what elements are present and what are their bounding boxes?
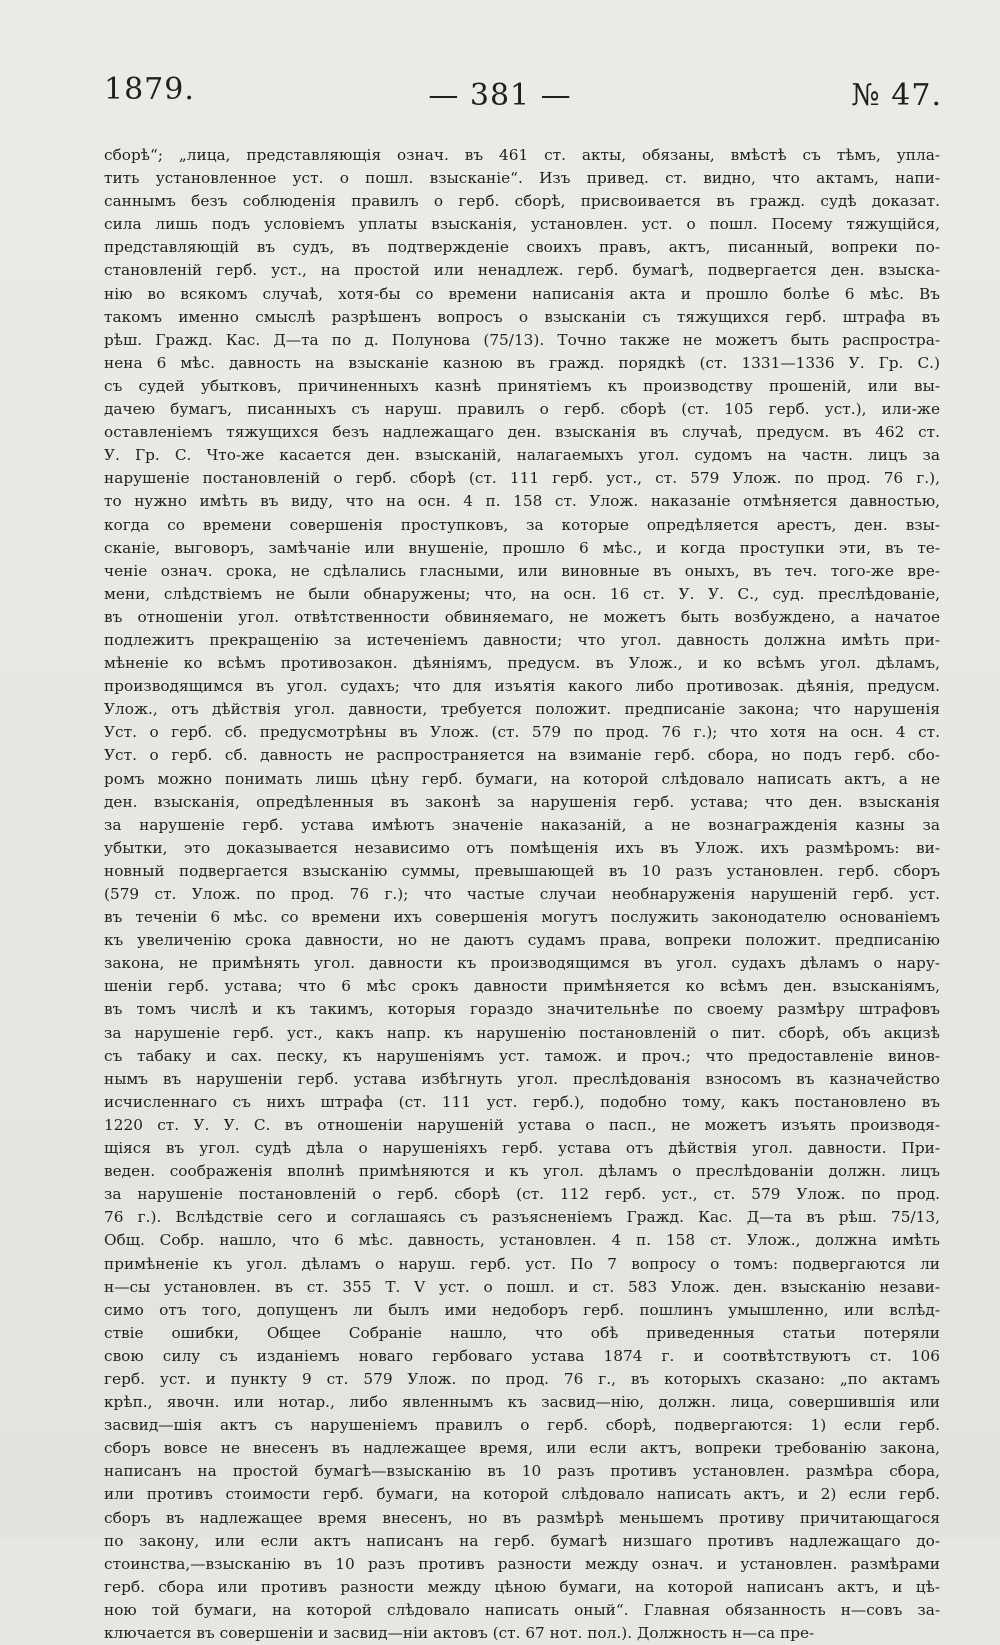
text-line: нена 6 мѣс. давность на взысканіе казною въ гражд. порядкѣ (ст. 1331—1336 У. Гр. С.) <box>104 353 940 372</box>
text-line: ключается въ совершеніи и засвид—ніи актовъ (ст. 67 нот. пол.). Должность н—са пре- <box>104 1624 815 1642</box>
text-line: сборъ въ надлежащее время внесенъ, но въ размѣрѣ меньшемъ противу причитающагося <box>104 1508 940 1527</box>
text-line: ствіе ошибки, Общее Собраніе нашло, что обѣ приведенныя статьи потеряли <box>104 1323 940 1342</box>
text-line: дачею бумагъ, писанныхъ съ наруш. правилъ о герб. сборѣ (ст. 105 герб. уст.), или-же <box>104 400 940 419</box>
text-line: въ отношеніи угол. отвѣтственности обвиняемаго, не можетъ быть возбуждено, а начатое <box>104 607 940 626</box>
text-line: 76 г.). Вслѣдствіе сего и соглашаясь съ разъясненіемъ Гражд. Кас. Д—та въ рѣш. 75/13, <box>104 1208 940 1227</box>
text-line: съ судей убытковъ, причиненныхъ казнѣ принятіемъ къ производству прошеній, или вы- <box>104 376 940 395</box>
text-line: Уст. о герб. сб. предусмотрѣны въ Улож. (ст. 579 по прод. 76 г.); что хотя на осн. 4 ст. <box>104 723 940 742</box>
text-line: нію во всякомъ случаѣ, хотя-бы со времени написанія акта и прошло болѣе 6 мѣс. Въ <box>104 284 940 303</box>
text-line: становленій герб. уст., на простой или ненадлеж. герб. бумагѣ, подвергается ден. взыска- <box>104 261 940 280</box>
text-line: къ увеличенію срока давности, но не даютъ судамъ права, вопреки положит. предписанію <box>104 931 940 950</box>
text-line: Общ. Собр. нашло, что 6 мѣс. давность, установлен. 4 п. 158 ст. Улож., должна имѣть <box>104 1231 940 1250</box>
text-line: подлежитъ прекращенію за истеченіемъ давности; что угол. давность должна имѣть при- <box>104 630 940 649</box>
text-line: новный подвергается взысканію суммы, превышающей въ 10 разъ установлен. герб. сборъ <box>104 861 940 880</box>
text-line: исчисленнаго съ нихъ штрафа (ст. 111 уст. герб.), подобно тому, какъ постановлено въ <box>104 1092 940 1111</box>
text-line: ченіе означ. срока, не сдѣлались гласными, или виновные въ оныхъ, въ теч. того-же вре- <box>104 561 940 580</box>
header-year: 1879. <box>104 72 195 107</box>
text-line: такомъ именно смыслѣ разрѣшенъ вопросъ о взысканіи съ тяжущихся герб. штрафа въ <box>104 307 940 326</box>
text-line: свою силу съ изданіемъ новаго гербоваго устава 1874 г. и соотвѣтствуютъ ст. 106 <box>104 1346 940 1365</box>
text-line: шеніи герб. устава; что 6 мѣс срокъ давности примѣняется ко всѣмъ ден. взысканіямъ, <box>104 977 940 996</box>
text-line: нарушеніе постановленій о герб. сборѣ (ст. 111 герб. уст., ст. 579 Улож. по прод. 76 г.), <box>104 469 940 488</box>
text-line: когда со времени совершенія проступковъ, за которые опредѣляется арестъ, ден. взы- <box>104 515 940 534</box>
text-line: производящимся въ угол. судахъ; что для изъятія какого либо противозак. дѣянія, предусм. <box>104 677 940 696</box>
text-line: (579 ст. Улож. по прод. 76 г.); что частые случаи необнаруженія нарушеній герб. уст. <box>104 885 940 903</box>
text-line: щіяся въ угол. судѣ дѣла о нарушеніяхъ герб. устава отъ дѣйствія угол. давности. При- <box>104 1139 940 1158</box>
text-line: то нужно имѣть въ виду, что на осн. 4 п. 158 ст. Улож. наказаніе отмѣняется давностью, <box>104 492 940 511</box>
text-line: въ томъ числѣ и къ такимъ, которыя гораздо значительнѣе по своему размѣру штрафовъ <box>104 1000 940 1019</box>
text-line: нымъ въ нарушеніи герб. устава избѣгнуть угол. преслѣдованія взносомъ въ казначейство <box>104 1069 940 1088</box>
text-line: симо отъ того, допущенъ ли былъ ими недоборъ герб. пошлинъ умышленно, или вслѣд- <box>104 1300 940 1319</box>
text-line: веден. соображенія вполнѣ примѣняются и къ угол. дѣламъ о преслѣдованіи должн. лицъ <box>104 1162 940 1181</box>
text-line: ною той бумаги, на которой слѣдовало написать оный“. Главная обязанность н—совъ за- <box>104 1600 940 1619</box>
text-line: ромъ можно понимать лишь цѣну герб. бумаги, на которой слѣдовало написать актъ, а не <box>104 769 940 788</box>
text-line: 1220 ст. У. У. С. въ отношеніи нарушеній устава о пасп., не можетъ изъять производя- <box>104 1115 940 1134</box>
text-line: герб. сбора или противъ разности между цѣною бумаги, на которой написанъ актъ, и цѣ- <box>104 1577 940 1596</box>
text-line: стоинства,—взысканію въ 10 разъ противъ разности между означ. и установлен. размѣрами <box>104 1554 940 1573</box>
text-line: за нарушеніе герб. уст., какъ напр. къ нарушенію постановленій о пит. сборѣ, объ акцизѣ <box>104 1023 940 1042</box>
text-line: за нарушеніе постановленій о герб. сборѣ (ст. 112 герб. уст., ст. 579 Улож. по прод. <box>104 1185 940 1204</box>
text-line: написанъ на простой бумагѣ—взысканію въ 10 разъ противъ установлен. размѣра сбора, <box>104 1462 940 1481</box>
page-header <box>0 72 1000 132</box>
text-line: или противъ стоимости герб. бумаги, на которой слѣдовало написать актъ, и 2) если герб. <box>104 1485 940 1504</box>
page-body-text <box>104 144 940 1642</box>
text-line: представляющій въ судъ, въ подтвержденіе своихъ правъ, актъ, писанный, вопреки по- <box>104 238 940 257</box>
text-line: рѣш. Гражд. Кас. Д—та по д. Полунова (75/13). Точно также не можетъ быть распростра- <box>104 330 940 349</box>
text-line: саннымъ безъ соблюденія правилъ о герб. сборѣ, присвоивается въ гражд. судѣ доказат. <box>104 192 940 211</box>
text-line: Уст. о герб. сб. давность не распространяется на взиманіе герб. сбора, но подъ герб. сбо- <box>104 746 940 765</box>
text-line: засвид—шія актъ съ нарушеніемъ правилъ о герб. сборѣ, подвергаются: 1) если герб. <box>104 1416 940 1435</box>
text-line: мени, слѣдствіемъ не были обнаружены; что, на осн. 16 ст. У. У. С., суд. преслѣдованіе, <box>104 584 940 603</box>
text-line: по закону, или если актъ написанъ на герб. бумагѣ низшаго противъ надлежащаго до- <box>104 1531 940 1550</box>
text-line: за нарушеніе герб. устава имѣютъ значеніе наказаній, а не вознагражденія казны за <box>104 815 940 834</box>
header-page-number: — 381 — <box>428 78 572 113</box>
text-line: крѣп., явочн. или нотар., либо явленнымъ къ засвид—нію, должн. лица, совершившія или <box>104 1393 940 1412</box>
text-line: въ теченіи 6 мѣс. со времени ихъ совершенія могутъ послужить законодателю основаніемъ <box>104 908 940 927</box>
text-line: закона, не примѣнять угол. давности къ производящимся въ угол. судахъ дѣламъ о нару- <box>104 954 940 973</box>
text-line: Улож., отъ дѣйствія угол. давности, требуется положит. предписаніе закона; что нарушенія <box>104 700 940 719</box>
text-line: У. Гр. С. Что-же касается ден. взысканій, налагаемыхъ угол. судомъ на частн. лицъ за <box>104 446 940 465</box>
text-line: н—сы установлен. въ ст. 355 Т. V уст. о пошл. и ст. 583 Улож. ден. взысканію незави- <box>104 1277 940 1296</box>
text-line: тить установленное уст. о пошл. взысканіе“. Изъ привед. ст. видно, что актамъ, напи- <box>104 169 940 188</box>
text-line: сборъ вовсе не внесенъ въ надлежащее время, или если актъ, вопреки требованію закона, <box>104 1439 940 1458</box>
text-line: мѣненіе ко всѣмъ противозакон. дѣяніямъ, предусм. въ Улож., и ко всѣмъ угол. дѣламъ, <box>104 654 940 673</box>
text-line: герб. уст. и пункту 9 ст. 579 Улож. по прод. 76 г., въ которыхъ сказано: „по актамъ <box>104 1369 940 1388</box>
header-issue-number: № 47. <box>851 78 942 113</box>
text-line: сканіе, выговоръ, замѣчаніе или внушеніе, прошло 6 мѣс., и когда проступки эти, въ те- <box>104 538 940 557</box>
text-line: убытки, это доказывается независимо отъ помѣщенія ихъ въ Улож. ихъ размѣромъ: ви- <box>104 838 940 857</box>
text-line: сила лишь подъ условіемъ уплаты взысканія, установлен. уст. о пошл. Посему тяжущійся, <box>104 215 940 234</box>
text-line: ден. взысканія, опредѣленныя въ законѣ за нарушенія герб. устава; что ден. взысканія <box>104 792 940 811</box>
text-line: сборѣ“; „лица, представляющія означ. въ 461 ст. акты, обязаны, вмѣстѣ съ тѣмъ, упла- <box>104 146 940 164</box>
text-line: съ табаку и сах. песку, къ нарушеніямъ уст. тамож. и проч.; что предоставленіе винов- <box>104 1046 940 1065</box>
text-line: оставленіемъ тяжущихся безъ надлежащаго ден. взысканія въ случаѣ, предусм. въ 462 ст. <box>104 423 940 442</box>
text-line: примѣненіе къ угол. дѣламъ о наруш. герб. уст. По 7 вопросу о томъ: подвергаются ли <box>104 1254 940 1273</box>
